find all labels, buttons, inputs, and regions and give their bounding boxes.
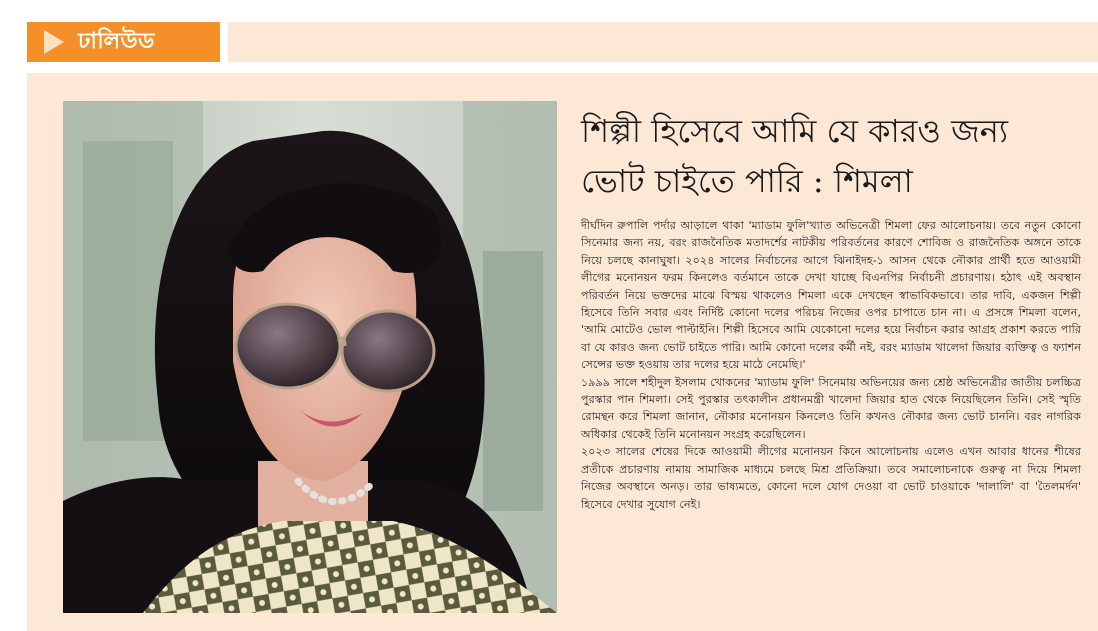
article-headline: শিল্পী হিসেবে আমি যে কারও জন্য ভোট চাইতে পারি : শিমলা xyxy=(581,112,1009,200)
article-photo xyxy=(63,101,557,613)
article-paragraph: ১৯৯৯ সালে শহীদুল ইসলাম খোকনের 'ম্যাডাম ফুলি' সিনেমায় অভিনয়ের জন্য শ্রেষ্ঠ অভিনেত্রীর জাতীয় চলচ্চিত্র পুরস্কার পান শিমলা। সেই পুরস্কার তৎকালীন প্রধানমন্ত্রী খালেদা জিয়ার হাত থেকে নিয়েছিলেন তিনি। সেই স্মৃতি রোমন্থন করে শিমলা জানান, নৌকার মনোনয়ন কিনলেও তিনি কখনও নৌকার জন্য ভোট চাননি। বরং নাগরিক অধিকার থেকেই তিনি মনোনয়ন সংগ্রহ করেছিলেন। xyxy=(581,375,1081,441)
play-icon xyxy=(44,30,64,54)
section-label: ঢালিউড xyxy=(78,28,155,54)
article-body xyxy=(581,217,1081,513)
article-paragraph: ২০২৩ সালের শেষের দিকে আওয়ামী লীগের মনোনয়ন কিনে আলোচনায় এলেও এখন আবার ধানের শীষের প্রতীকে প্রচারণায় নামায় সামাজিক মাধ্যমে চলছে মিশ্র প্রতিক্রিয়া। তবে সমালোচনাকে গুরুত্ব না দিয়ে শিমলা নিজের অবস্থানে অনড়। তার ভাষ্যমতে, কোনো দলে যোগ দেওয়া বা ভোট চাওয়াকে 'দালালি' বা 'তৈলমর্দন' হিসেবে দেখার সুযোগ নেই। xyxy=(581,445,1081,511)
section-tab-dhallywood[interactable] xyxy=(27,22,220,62)
header-bar xyxy=(228,22,1098,62)
article-paragraph: দীর্ঘদিন রুপালি পর্দার আড়ালে থাকা 'ম্যাডাম ফুলি'খ্যাত অভিনেত্রী শিমলা ফের আলোচনায়। তবে নতুন কোনো সিনেমার জন্য নয়, বরং রাজনৈতিক মতাদর্শের নাটকীয় পরিবর্তনের কারণে শোবিজ ও রাজনৈতিক অঙ্গনে তাকে নিয়ে চলছে কানাঘুষা। ২০২৪ সালের নির্বাচনের আগে ঝিনাইদহ-১ আসন থেকে নৌকার প্রার্থী হতে আওয়ামী লীগের মনোনয়ন ফরম কিনলেও বর্তমানে তাকে দেখা যাচ্ছে বিএনপির নির্বাচনী প্রচারণায়। হঠাৎ এই অবস্থান পরিবর্তন নিয়ে ভক্তদের মাঝে বিস্ময় থাকলেও শিমলা একে দেখছেন স্বাভাবিকভাবে। তার দাবি, একজন শিল্পী হিসেবে তিনি সবার এবং নির্দিষ্ট কোনো দলের পরিচয় নিজের ওপর চাপাতে চান না। এ প্রসঙ্গে শিমলা বলেন, 'আমি মোটেও ভোল পাল্টাইনি। শিল্পী হিসেবে আমি যেকোনো দলের হয়ে নির্বাচন করার আগ্রহ প্রকাশ করতে পারি বা যে কারও জন্য ভোট চাইতে পারি। আমি কোনো দলের কর্মী নই, বরং ম্যাডাম খালেদা জিয়ার ব্যক্তিত্ব ও ফ্যাশন সেন্সের ভক্ত হওয়ায় তার দলের হয়ে মাঠে নেমেছি।' xyxy=(581,219,1081,372)
